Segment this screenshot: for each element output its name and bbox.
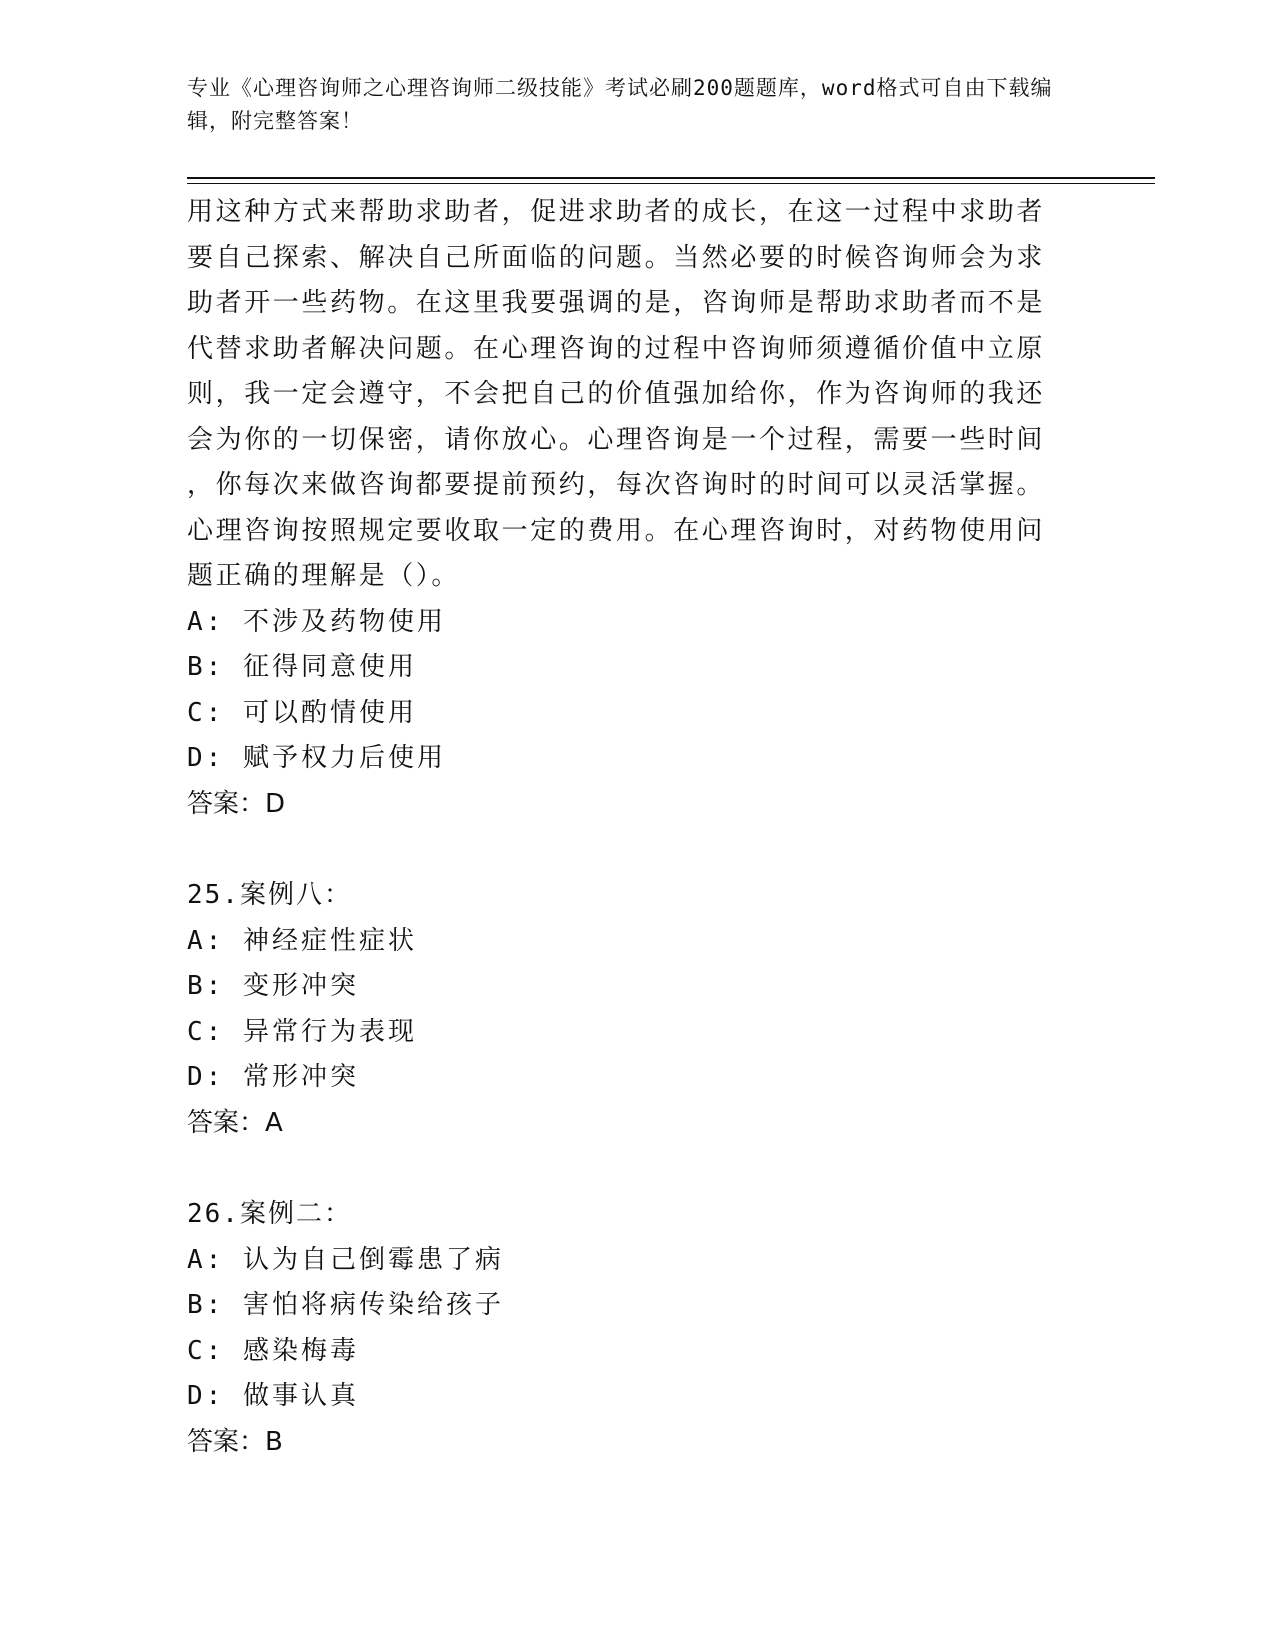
option-d: D: 做事认真 bbox=[187, 1381, 359, 1411]
answer: 答案：D bbox=[187, 788, 286, 819]
question-title: 25.案例八： bbox=[187, 880, 352, 910]
option-c: C: 异常行为表现 bbox=[187, 1016, 417, 1047]
question-text-line: 心理咨询按照规定要收取一定的费用。在心理咨询时，对药物使用问 bbox=[187, 515, 1046, 546]
question-text-line: 要自己探索、解决自己所面临的问题。当然必要的时候咨询师会为求 bbox=[187, 242, 1046, 273]
option-d: D: 赋予权力后使用 bbox=[187, 743, 446, 773]
document-header: 专业《心理咨询师之心理咨询师二级技能》考试必刷200题题库，word格式可自由下载编辑，附完整答案！ bbox=[187, 76, 1053, 133]
question-text-line: 助者开一些药物。在这里我要强调的是，咨询师是帮助求助者而不是 bbox=[187, 288, 1046, 318]
document-body bbox=[187, 190, 1067, 1465]
option-b: B: 征得同意使用 bbox=[187, 652, 417, 682]
option-a: A: 不涉及药物使用 bbox=[187, 606, 446, 637]
question-26 bbox=[187, 1192, 1067, 1465]
option-a: A: 神经症性症状 bbox=[187, 925, 417, 956]
question-text-line: ，你每次来做咨询都要提前预约，每次咨询时的时间可以灵活掌握。 bbox=[187, 470, 1046, 500]
question-25 bbox=[187, 873, 1067, 1146]
option-d: D: 常形冲突 bbox=[187, 1062, 359, 1092]
option-c: C: 感染梅毒 bbox=[187, 1335, 359, 1366]
question-24 bbox=[187, 190, 1067, 827]
option-c: C: 可以酌情使用 bbox=[187, 697, 417, 728]
question-text-line: 则，我一定会遵守，不会把自己的价值强加给你，作为咨询师的我还 bbox=[187, 379, 1046, 409]
question-text-line: 会为你的一切保密，请你放心。心理咨询是一个过程，需要一些时间 bbox=[187, 424, 1046, 455]
option-a: A: 认为自己倒霉患了病 bbox=[187, 1244, 504, 1275]
answer: 答案：A bbox=[187, 1107, 283, 1138]
option-b: B: 变形冲突 bbox=[187, 971, 359, 1001]
option-b: B: 害怕将病传染给孩子 bbox=[187, 1290, 504, 1320]
question-title: 26.案例二： bbox=[187, 1199, 352, 1229]
question-text-line: 用这种方式来帮助求助者，促进求助者的成长，在这一过程中求助者 bbox=[187, 197, 1046, 227]
header-rule-thin bbox=[187, 183, 1155, 184]
question-text-line: 题正确的理解是（）。 bbox=[187, 561, 461, 591]
question-text-line: 代替求助者解决问题。在心理咨询的过程中咨询师须遵循价值中立原 bbox=[187, 333, 1046, 364]
header-rule-thick bbox=[187, 177, 1155, 179]
answer: 答案：B bbox=[187, 1426, 283, 1457]
